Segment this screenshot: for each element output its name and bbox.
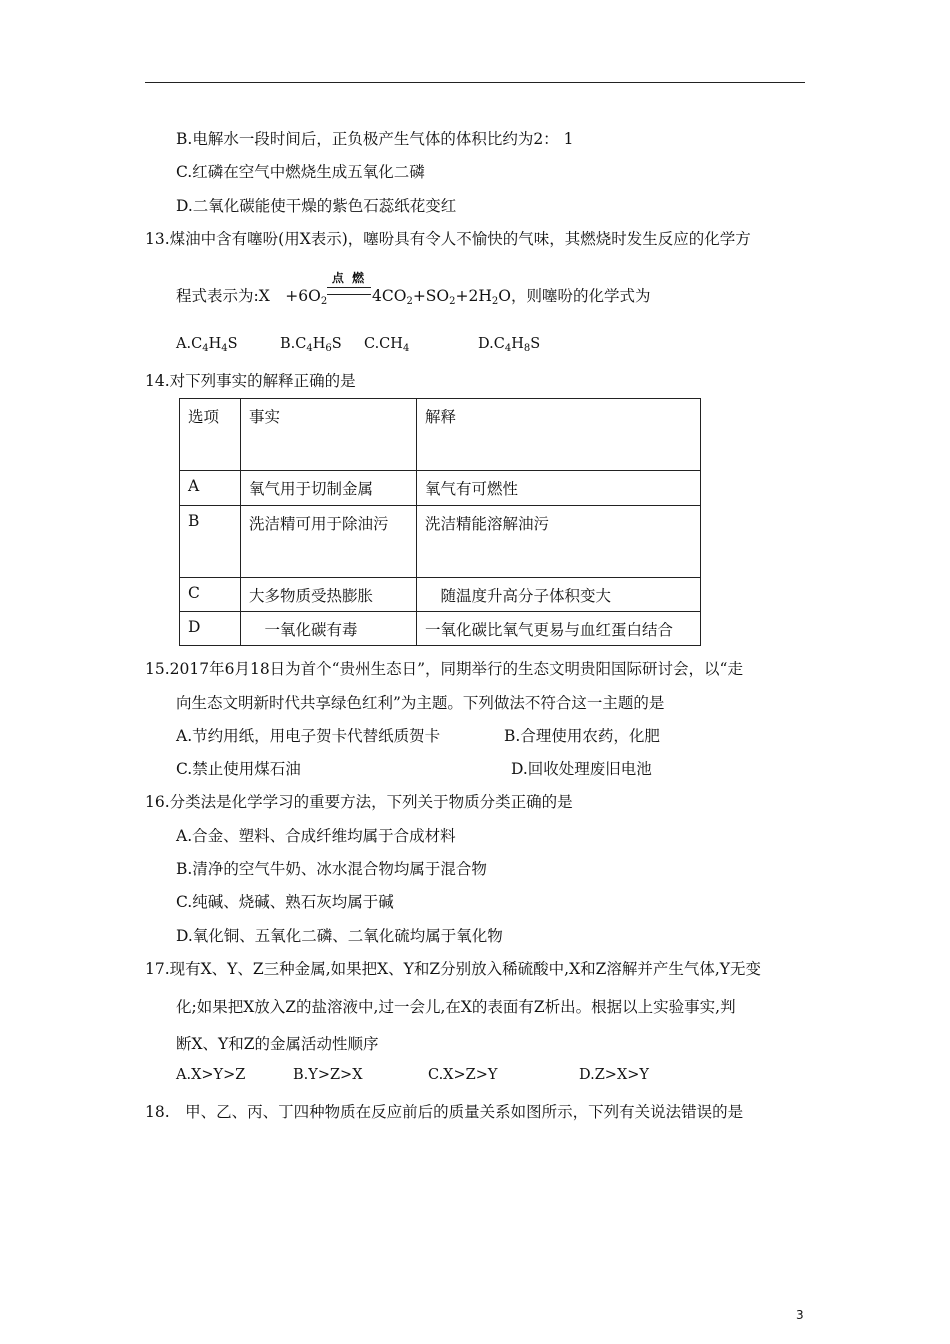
table-row (180, 578, 701, 612)
table-cell: D (180, 612, 241, 646)
table-cell: 氧气用于切制金属 (241, 471, 417, 506)
table-row (180, 471, 701, 506)
q17-stem-line3: 断X、Y和Z的金属活动性顺序 (176, 1035, 379, 1053)
q13-option-c: $C.CH_4$ (364, 336, 410, 354)
page-number: 3 (796, 1308, 804, 1322)
q15-stem-line1: 15.2017年6月18日为首个“贵州生态日”，同期举行的生态文明贵阳国际研讨会，以“走 (145, 660, 743, 678)
table-cell: A (180, 471, 241, 506)
table-row (180, 612, 701, 646)
q17-option-c: C.X>Z>Y (428, 1067, 498, 1083)
table-header-cell: 解释 (417, 399, 701, 471)
q13-equation-right: $4CO_2+SO_2+2H_2O$，则噻吩的化学式为 (372, 287, 651, 307)
q15-option-c: C.禁止使用煤石油 (176, 760, 301, 778)
q13-equation-left: 程式表示为:X $+6O_2$ (176, 287, 328, 307)
q15-option-b: B.合理使用农药，化肥 (504, 727, 660, 745)
q13-option-a: $A.C_4H_4S$ (176, 336, 238, 354)
q17-stem-line2: 化;如果把X放入Z的盐溶液中,过一会儿,在X的表面有Z析出。根据以上实验事实,判 (176, 998, 736, 1016)
q15-option-d: D.回收处理废旧电池 (511, 760, 652, 778)
q12-option-c: C.红磷在空气中燃烧生成五氧化二磷 (176, 163, 425, 181)
table-cell: 氧气有可燃性 (417, 471, 701, 506)
reaction-condition: 点 燃 (331, 271, 367, 285)
table-cell: 洗洁精可用于除油污 (241, 506, 417, 578)
table-cell: 大多物质受热膨胀 (241, 578, 417, 612)
reaction-arrow (327, 272, 371, 295)
q15-stem-line2: 向生态文明新时代共享绿色红利”为主题。下列做法不符合这一主题的是 (176, 694, 665, 712)
q15-option-a: A.节约用纸，用电子贺卡代替纸质贺卡 (176, 727, 441, 745)
q16-option-c: C.纯碱、烧碱、熟石灰均属于碱 (176, 893, 394, 911)
q13-stem-line1: 13.煤油中含有噻吩(用X表示)，噻吩具有令人不愉快的气味，其燃烧时发生反应的化学方 (145, 230, 751, 248)
table-cell: B (180, 506, 241, 578)
table-cell: C (180, 578, 241, 612)
q17-stem-line1: 17.现有X、Y、Z三种金属,如果把X、Y和Z分别放入稀硫酸中,X和Z溶解并产生气体,Y无变 (145, 960, 762, 978)
q17-option-a: A.X>Y>Z (176, 1067, 246, 1083)
q16-option-b: B.清净的空气牛奶、冰水混合物均属于混合物 (176, 860, 487, 878)
table-row (180, 506, 701, 578)
q14-table (179, 398, 701, 646)
table-header-cell: 事实 (241, 399, 417, 471)
q17-option-d: D.Z>X>Y (579, 1067, 649, 1083)
q14-stem: 14.对下列事实的解释正确的是 (145, 372, 356, 390)
q13-option-d: $D.C_4H_8S$ (478, 336, 541, 354)
q16-stem: 16.分类法是化学学习的重要方法，下列关于物质分类正确的是 (145, 793, 573, 811)
q17-option-b: B.Y>Z>X (293, 1067, 363, 1083)
q16-option-a: A.合金、塑料、合成纤维均属于合成材料 (176, 827, 456, 845)
table-cell: 一氧化碳有毒 (241, 612, 417, 646)
q12-option-d: D.二氧化碳能使干燥的紫色石蕊纸花变红 (176, 197, 457, 215)
table-header-cell: 选项 (180, 399, 241, 471)
q12-option-b: B.电解水一段时间后，正负极产生气体的体积比约为2： 1 (176, 130, 574, 148)
table-cell: 一氧化碳比氧气更易与血红蛋白结合 (417, 612, 701, 646)
q18-stem: 18. 甲、乙、丙、丁四种物质在反应前后的质量关系如图所示，下列有关说法错误的是 (145, 1103, 744, 1121)
header-rule (145, 82, 805, 83)
table-cell: 随温度升高分子体积变大 (417, 578, 701, 612)
table-cell: 洗洁精能溶解油污 (417, 506, 701, 578)
q16-option-d: D.氧化铜、五氧化二磷、二氧化硫均属于氧化物 (176, 927, 503, 945)
q13-option-b: $B.C_4H_6S$ (280, 336, 342, 354)
table-header-row (180, 399, 701, 471)
